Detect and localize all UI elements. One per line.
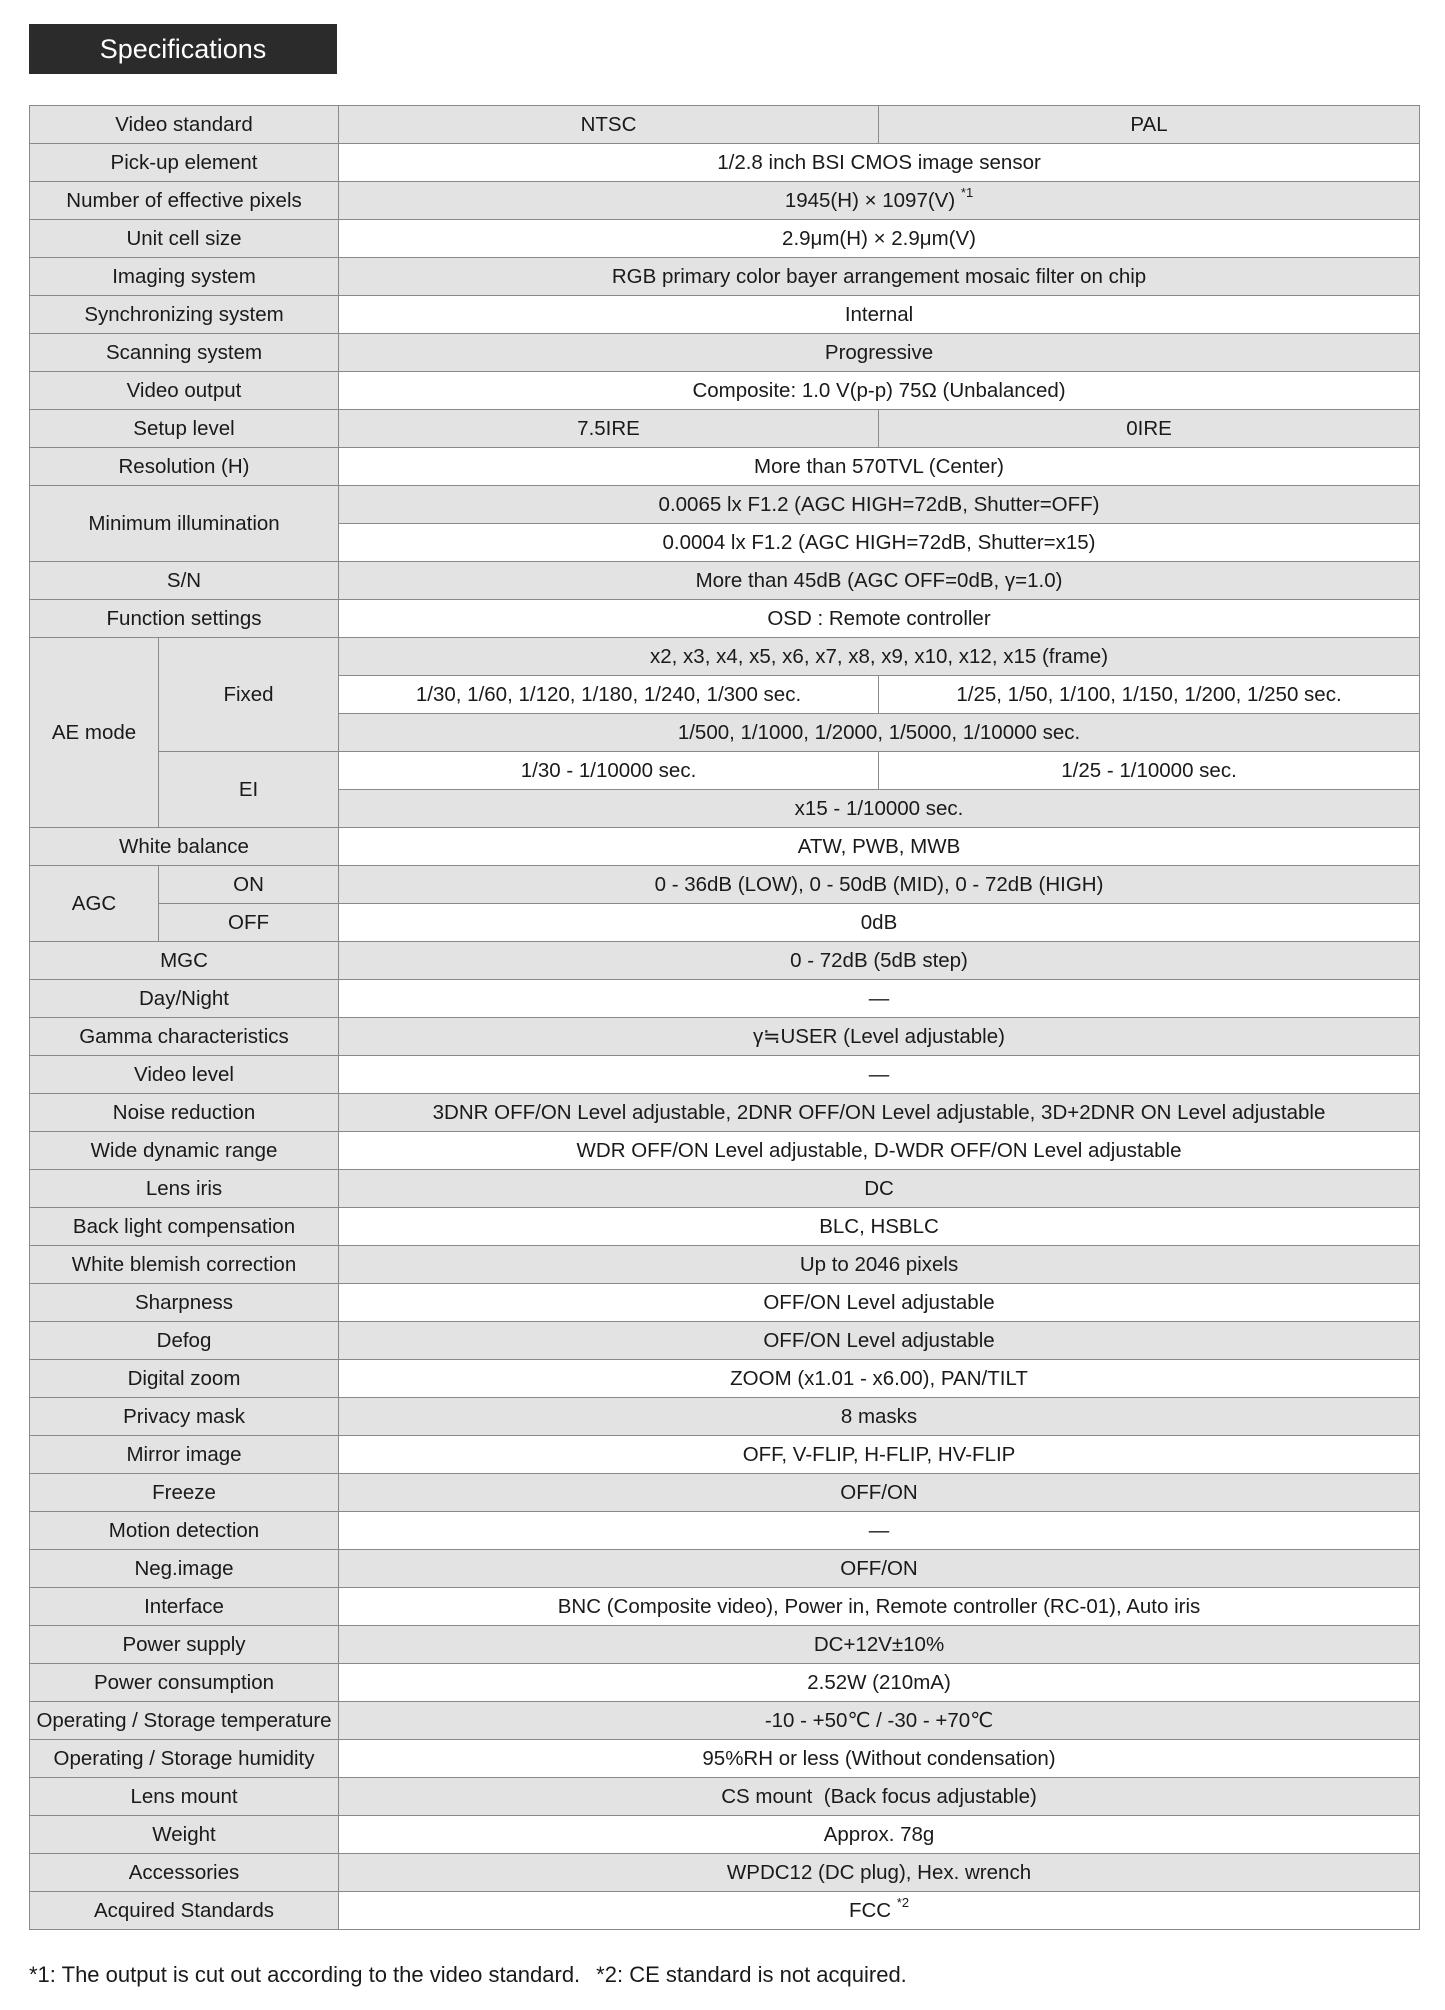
- row-value: ZOOM (x1.01 - x6.00), PAN/TILT: [339, 1360, 1420, 1398]
- row-value: -10 - +50℃ / -30 - +70℃: [339, 1702, 1420, 1740]
- row-value: —: [339, 1512, 1420, 1550]
- table-row: [30, 1588, 1420, 1626]
- table-row: [30, 1322, 1420, 1360]
- row-value: 1/500, 1/1000, 1/2000, 1/5000, 1/10000 sec.: [339, 714, 1420, 752]
- row-value: 0dB: [339, 904, 1420, 942]
- ntsc-value: 7.5IRE: [339, 410, 879, 448]
- table-row: [30, 1018, 1420, 1056]
- ntsc-value: 1/30, 1/60, 1/120, 1/180, 1/240, 1/300 sec.: [339, 676, 879, 714]
- row-label: Digital zoom: [30, 1360, 339, 1398]
- row-value: 0.0065 lx F1.2 (AGC HIGH=72dB, Shutter=OFF): [339, 486, 1420, 524]
- row-label: Video level: [30, 1056, 339, 1094]
- row-label: Wide dynamic range: [30, 1132, 339, 1170]
- table-row: [30, 372, 1420, 410]
- table-row: [30, 866, 1420, 904]
- row-value: WPDC12 (DC plug), Hex. wrench: [339, 1854, 1420, 1892]
- row-label: S/N: [30, 562, 339, 600]
- row-value: 0.0004 lx F1.2 (AGC HIGH=72dB, Shutter=x15): [339, 524, 1420, 562]
- row-label: Power supply: [30, 1626, 339, 1664]
- row-label: Defog: [30, 1322, 339, 1360]
- row-value: 0 - 36dB (LOW), 0 - 50dB (MID), 0 - 72dB (HIGH): [339, 866, 1420, 904]
- pixels-value: 1945(H) × 1097(V): [784, 188, 956, 212]
- row-label: Lens iris: [30, 1170, 339, 1208]
- table-row: [30, 562, 1420, 600]
- table-row: [30, 1474, 1420, 1512]
- table-row: [30, 1056, 1420, 1094]
- row-value: Progressive: [339, 334, 1420, 372]
- row-label: Neg.image: [30, 1550, 339, 1588]
- row-value: γ≒USER (Level adjustable): [339, 1018, 1420, 1056]
- table-row: [30, 1208, 1420, 1246]
- table-row: [30, 334, 1420, 372]
- table-row: [30, 1854, 1420, 1892]
- row-label: Minimum illumination: [30, 486, 339, 562]
- footnote-2: *2: CE standard is not acquired.: [596, 1962, 907, 1987]
- row-label: Scanning system: [30, 334, 339, 372]
- table-row: [30, 1436, 1420, 1474]
- row-value: OFF, V-FLIP, H-FLIP, HV-FLIP: [339, 1436, 1420, 1474]
- row-label: Operating / Storage humidity: [30, 1740, 339, 1778]
- row-value: 8 masks: [339, 1398, 1420, 1436]
- row-label: Freeze: [30, 1474, 339, 1512]
- table-row: [30, 182, 1420, 220]
- row-value: —: [339, 980, 1420, 1018]
- row-value: Composite: 1.0 V(p-p) 75Ω (Unbalanced): [339, 372, 1420, 410]
- row-label: Sharpness: [30, 1284, 339, 1322]
- row-value: 2.52W (210mA): [339, 1664, 1420, 1702]
- row-label: Imaging system: [30, 258, 339, 296]
- row-value: 1/2.8 inch BSI CMOS image sensor: [339, 144, 1420, 182]
- row-label: Video standard: [30, 106, 339, 144]
- table-row: [30, 904, 1420, 942]
- row-label: Gamma characteristics: [30, 1018, 339, 1056]
- table-row: [30, 1626, 1420, 1664]
- row-value: Approx. 78g: [339, 1816, 1420, 1854]
- table-row: [30, 1284, 1420, 1322]
- row-value: x15 - 1/10000 sec.: [339, 790, 1420, 828]
- row-label: Day/Night: [30, 980, 339, 1018]
- table-row: [30, 220, 1420, 258]
- agc-off-label: OFF: [159, 904, 339, 942]
- row-value: Up to 2046 pixels: [339, 1246, 1420, 1284]
- row-label: Interface: [30, 1588, 339, 1626]
- row-value: x2, x3, x4, x5, x6, x7, x8, x9, x10, x12, x15 (frame): [339, 638, 1420, 676]
- row-label: Synchronizing system: [30, 296, 339, 334]
- row-value: Internal: [339, 296, 1420, 334]
- row-label: Noise reduction: [30, 1094, 339, 1132]
- row-value: More than 45dB (AGC OFF=0dB, γ=1.0): [339, 562, 1420, 600]
- row-value: OFF/ON: [339, 1550, 1420, 1588]
- row-label: Resolution (H): [30, 448, 339, 486]
- table-row: [30, 1094, 1420, 1132]
- table-row: [30, 410, 1420, 448]
- row-value: DC: [339, 1170, 1420, 1208]
- pal-value: 1/25, 1/50, 1/100, 1/150, 1/200, 1/250 sec.: [879, 676, 1420, 714]
- row-value: BNC (Composite video), Power in, Remote controller (RC-01), Auto iris: [339, 1588, 1420, 1626]
- table-row: [30, 144, 1420, 182]
- table-row: [30, 1512, 1420, 1550]
- ntsc-header: NTSC: [339, 106, 879, 144]
- standards-value: FCC: [848, 1898, 892, 1922]
- footnotes: [29, 1962, 907, 1988]
- row-label: Back light compensation: [30, 1208, 339, 1246]
- page-title: Specifications: [29, 24, 337, 74]
- ae-mode-label: AE mode: [30, 638, 159, 828]
- row-label: White balance: [30, 828, 339, 866]
- row-label: Weight: [30, 1816, 339, 1854]
- table-row: [30, 1664, 1420, 1702]
- agc-on-label: ON: [159, 866, 339, 904]
- row-label: White blemish correction: [30, 1246, 339, 1284]
- pal-header: PAL: [879, 106, 1420, 144]
- table-row: [30, 296, 1420, 334]
- table-row: [30, 1398, 1420, 1436]
- row-value: 95%RH or less (Without condensation): [339, 1740, 1420, 1778]
- row-value: [339, 1892, 1420, 1930]
- table-row: [30, 1360, 1420, 1398]
- table-row: [30, 828, 1420, 866]
- row-label: Unit cell size: [30, 220, 339, 258]
- row-label: Acquired Standards: [30, 1892, 339, 1930]
- table-row: [30, 1246, 1420, 1284]
- row-value: WDR OFF/ON Level adjustable, D-WDR OFF/ON Level adjustable: [339, 1132, 1420, 1170]
- row-value: BLC, HSBLC: [339, 1208, 1420, 1246]
- row-value: OFF/ON: [339, 1474, 1420, 1512]
- row-value: OFF/ON Level adjustable: [339, 1322, 1420, 1360]
- agc-label: AGC: [30, 866, 159, 942]
- row-label: Function settings: [30, 600, 339, 638]
- table-row: [30, 258, 1420, 296]
- table-row: [30, 752, 1420, 790]
- table-row: [30, 1892, 1420, 1930]
- row-label: Lens mount: [30, 1778, 339, 1816]
- row-label: Setup level: [30, 410, 339, 448]
- row-value: CS mount (Back focus adjustable): [339, 1778, 1420, 1816]
- footnote-1: *1: The output is cut out according to the video standard.: [29, 1962, 581, 1987]
- row-label: Video output: [30, 372, 339, 410]
- table-row: [30, 1778, 1420, 1816]
- spec-table: [29, 105, 1420, 1930]
- table-row: [30, 106, 1420, 144]
- row-value: OFF/ON Level adjustable: [339, 1284, 1420, 1322]
- pal-value: 1/25 - 1/10000 sec.: [879, 752, 1420, 790]
- row-label: Motion detection: [30, 1512, 339, 1550]
- footnote-marker: *1: [960, 184, 974, 200]
- table-row: [30, 600, 1420, 638]
- row-value: ATW, PWB, MWB: [339, 828, 1420, 866]
- table-row: [30, 1702, 1420, 1740]
- table-row: [30, 448, 1420, 486]
- pal-value: 0IRE: [879, 410, 1420, 448]
- row-label: MGC: [30, 942, 339, 980]
- ae-fixed-label: Fixed: [159, 638, 339, 752]
- row-value: 3DNR OFF/ON Level adjustable, 2DNR OFF/ON Level adjustable, 3D+2DNR ON Level adjustable: [339, 1094, 1420, 1132]
- row-label: Privacy mask: [30, 1398, 339, 1436]
- row-value: 2.9μm(H) × 2.9μm(V): [339, 220, 1420, 258]
- row-value: 0 - 72dB (5dB step): [339, 942, 1420, 980]
- table-row: [30, 980, 1420, 1018]
- row-label: Number of effective pixels: [30, 182, 339, 220]
- footnote-marker: *2: [896, 1894, 910, 1910]
- table-row: [30, 486, 1420, 524]
- row-value: OSD : Remote controller: [339, 600, 1420, 638]
- table-row: [30, 1132, 1420, 1170]
- ae-ei-label: EI: [159, 752, 339, 828]
- table-row: [30, 1740, 1420, 1778]
- row-value: RGB primary color bayer arrangement mosaic filter on chip: [339, 258, 1420, 296]
- row-label: Pick-up element: [30, 144, 339, 182]
- table-row: [30, 1550, 1420, 1588]
- row-label: Accessories: [30, 1854, 339, 1892]
- row-value: DC+12V±10%: [339, 1626, 1420, 1664]
- row-label: Operating / Storage temperature: [30, 1702, 339, 1740]
- table-row: [30, 942, 1420, 980]
- table-row: [30, 1170, 1420, 1208]
- row-value: —: [339, 1056, 1420, 1094]
- ntsc-value: 1/30 - 1/10000 sec.: [339, 752, 879, 790]
- table-row: [30, 638, 1420, 676]
- row-value: More than 570TVL (Center): [339, 448, 1420, 486]
- table-row: [30, 1816, 1420, 1854]
- row-label: Mirror image: [30, 1436, 339, 1474]
- row-label: Power consumption: [30, 1664, 339, 1702]
- row-value: [339, 182, 1420, 220]
